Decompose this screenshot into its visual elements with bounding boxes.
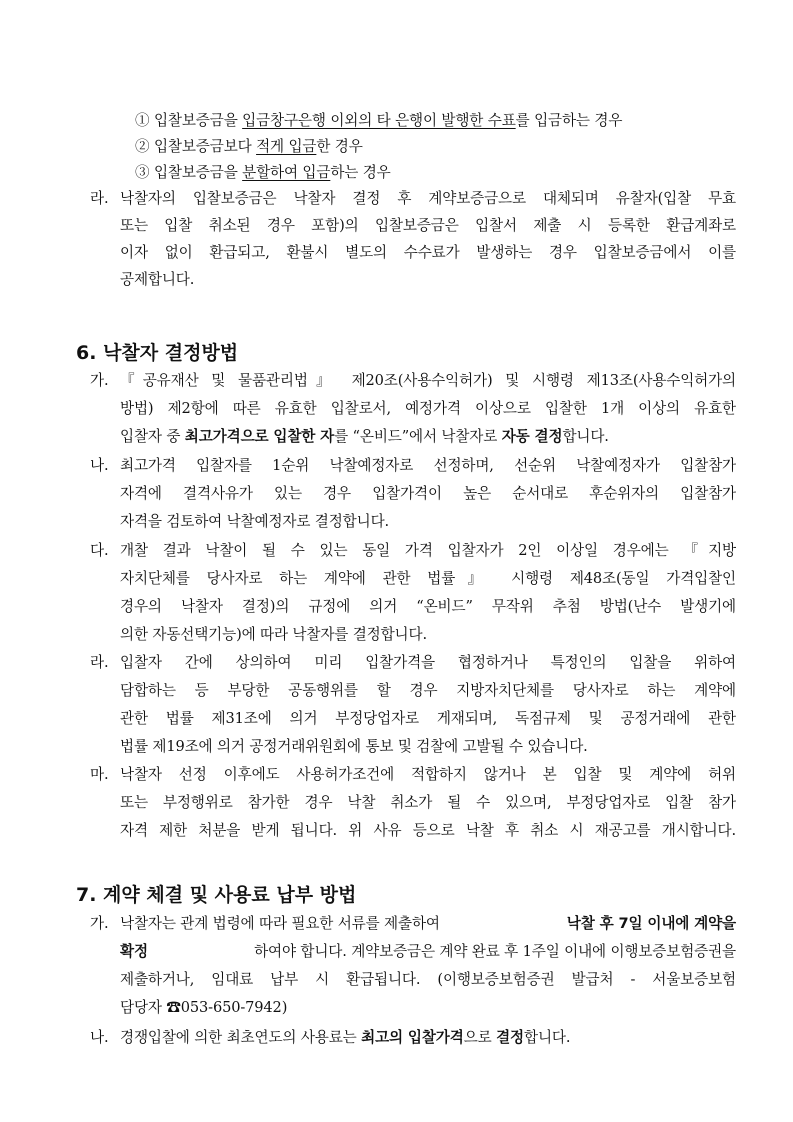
paragraph-line: 자격을 검토하여 낙찰예정자로 결정합니다. <box>120 513 390 530</box>
paragraph-line: 낙찰자 선정 이후에도 사용허가조건에 적합하지 않거나 본 입찰 및 계약에 허위 <box>120 766 736 783</box>
paragraph-line: 또는 입찰 취소된 경우 포함)의 입찰보증금은 입찰서 제출 시 등록한 환급계좌로 <box>120 217 736 234</box>
paragraph-line: 입찰자 중 최고가격으로 입찰한 자를 “온비드”에서 낙찰자로 자동 결정합니다. <box>120 428 609 445</box>
paragraph-marker: 나. <box>90 1029 109 1046</box>
paragraph-line: 경쟁입찰에 의한 최초연도의 사용료는 최고의 입찰가격으로 결정합니다. <box>120 1029 571 1046</box>
emphasis: 자동 결정 <box>501 428 563 445</box>
paragraph-line: 『공유재산 및 물품관리법』 제20조(사용수익허가) 및 시행령 제13조(사용수익허가의 <box>120 372 736 389</box>
paragraph-marker: 나. <box>90 457 109 474</box>
emphasis: 낙찰 후 7일 이내에 계약을 <box>566 915 736 932</box>
section-6-heading: 6. 낙찰자 결정방법 <box>76 342 239 364</box>
paragraph-line: 확정 하여야 합니다. 계약보증금은 계약 완료 후 1주일 이내에 이행보증보험증권을 <box>120 941 736 963</box>
emphasis: 결정 <box>496 1029 524 1046</box>
paragraph-line: 법률 제19조에 의거 공정거래위원회에 통보 및 검찰에 고발될 수 있습니다. <box>120 738 588 755</box>
section-7-heading: 7. 계약 체결 및 사용료 납부 방법 <box>76 884 357 906</box>
paragraph-line: 방법) 제2항에 따른 유효한 입찰로서, 예정가격 이상으로 입찰한 1개 이상의 유효한 <box>120 400 736 417</box>
list-item: ② 입찰보증금보다 적게 입금한 경우 <box>135 138 363 155</box>
paragraph-line: 제출하거나, 임대료 납부 시 환급됩니다. (이행보증보험증권 발급처 - 서울보증보험 <box>120 971 736 988</box>
paragraph-line: 담당자 ☎053-650-7942) <box>120 999 288 1016</box>
paragraph-marker: 라. <box>90 190 109 207</box>
paragraph-marker: 라. <box>90 654 109 671</box>
paragraph-marker: 가. <box>90 372 109 389</box>
paragraph-marker: 다. <box>90 542 109 559</box>
emphasis: 최고가격으로 입찰한 자 <box>184 428 335 445</box>
paragraph-line: 이자 없이 환급되고, 환불시 별도의 수수료가 발생하는 경우 입찰보증금에서 이를 <box>120 244 736 261</box>
paragraph-line: 경우의 낙찰자 결정)의 규정에 의거 “온비드” 무작위 추첨 방법(난수 발생기에 <box>120 598 736 615</box>
paragraph-line: 관한 법률 제31조에 의거 부정당업자로 게재되며, 독점규제 및 공정거래에 관한 <box>120 710 736 727</box>
paragraph-marker: 마. <box>90 766 109 783</box>
paragraph-line: 또는 부정행위로 참가한 경우 낙찰 취소가 될 수 있으며, 부정당업자로 입찰 참가 <box>120 794 736 811</box>
paragraph-line: 낙찰자는 관계 법령에 따라 필요한 서류를 제출하여 낙찰 후 7일 이내에 계약을 <box>120 913 736 935</box>
paragraph-line: 입찰자 간에 상의하여 미리 입찰가격을 협정하거나 특정인의 입찰을 위하여 <box>120 654 736 671</box>
item-number: ③ <box>135 164 150 181</box>
item-number: ① <box>135 112 150 129</box>
paragraph-line: 의한 자동선택기능)에 따라 낙찰자를 결정합니다. <box>120 626 427 643</box>
paragraph-line: 자격에 결격사유가 있는 경우 입찰가격이 높은 순서대로 후순위자의 입찰참가 <box>120 485 736 502</box>
paragraph-line: 낙찰자의 입찰보증금은 낙찰자 결정 후 계약보증금으로 대체되며 유찰자(입찰 무효 <box>120 190 736 207</box>
emphasis: 최고의 입찰가격 <box>361 1029 464 1046</box>
paragraph-marker: 가. <box>90 915 109 932</box>
list-item: ③ 입찰보증금을 분할하여 입금하는 경우 <box>135 164 391 181</box>
list-item: ① 입찰보증금을 입금창구은행 이외의 타 은행이 발행한 수표를 입금하는 경우 <box>135 112 623 129</box>
paragraph-line: 개찰 결과 낙찰이 될 수 있는 동일 가격 입찰자가 2인 이상일 경우에는 『지방 <box>120 542 736 559</box>
emphasis: 확정 <box>120 943 148 960</box>
paragraph-line: 자치단체를 당사자로 하는 계약에 관한 법률』 시행령 제48조(동일 가격입찰인 <box>120 570 736 587</box>
item-number: ② <box>135 138 150 155</box>
paragraph-line: 자격 제한 처분을 받게 됩니다. 위 사유 등으로 낙찰 후 취소 시 재공고를 개시합니다. <box>120 822 736 839</box>
paragraph-line: 담합하는 등 부당한 공동행위를 할 경우 지방자치단체를 당사자로 하는 계약에 <box>120 682 736 699</box>
paragraph-line: 최고가격 입찰자를 1순위 낙찰예정자로 선정하며, 선순위 낙찰예정자가 입찰참가 <box>120 457 736 474</box>
paragraph-line: 공제합니다. <box>120 271 195 288</box>
